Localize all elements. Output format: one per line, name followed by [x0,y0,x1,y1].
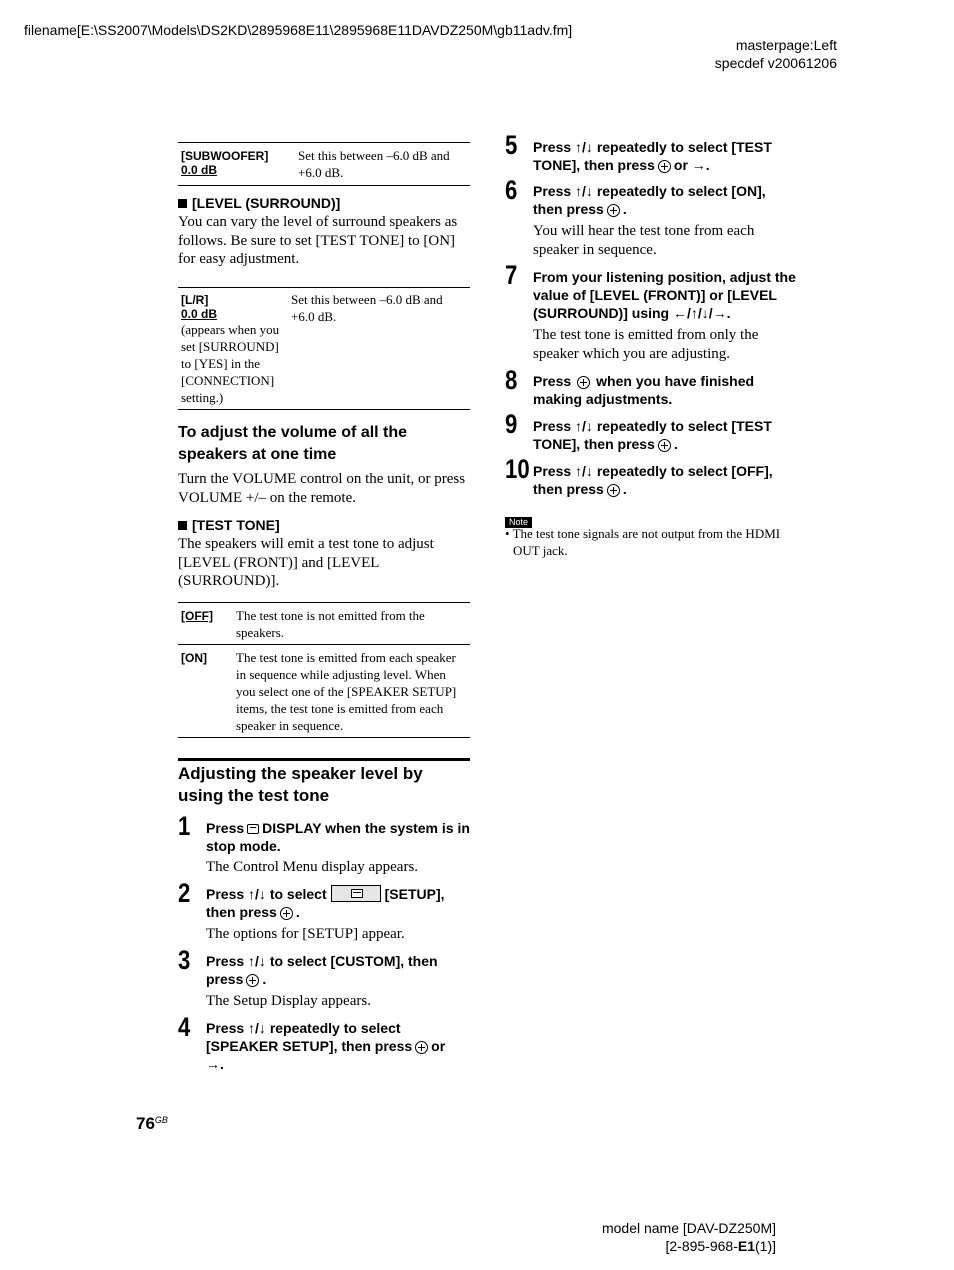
step-6-number: 6 [505,175,518,205]
display-button-icon [247,824,259,834]
step-8-instruction: Press when you have finished making adjustments. [533,373,755,407]
lr-default: 0.0 dB [181,307,218,321]
step-4-instruction: Press ↑/↓ repeatedly to select [SPEAKER SETUP], then press or →. [206,1020,446,1072]
step-7-number: 7 [505,260,518,290]
level-surround-heading: [LEVEL (SURROUND)] [178,194,340,212]
note-badge: Note [505,512,532,530]
enter-button-icon [607,204,620,217]
masterpage-label: masterpage:Left [735,37,837,53]
enter-button-icon [577,376,590,389]
level-surround-text: You can vary the level of surround speakers as follows. Be sure to set [TEST TONE] to [ON] for easy adjustment. [178,214,458,267]
test-tone-on-key: [ON] [181,651,207,665]
page-number: $76^{GB}$ [136,1114,168,1133]
step-2-number: 2 [178,878,191,908]
test-tone-table [178,602,470,738]
step-3-instruction: Press ↑/↓ to select [CUSTOM], then press . [206,953,438,987]
step-9-instruction: Press ↑/↓ repeatedly to select [TEST TONE], then press . [533,418,772,452]
section-rule [178,758,470,761]
step-2-instruction: Press ↑/↓ to select [SETUP], then press . [206,886,445,920]
lr-desc: Set this between –6.0 dB and +6.0 dB. [291,292,443,324]
enter-button-icon [607,484,620,497]
specdef-label: specdef v20061206 [714,55,837,71]
step-6-instruction: Press ↑/↓ repeatedly to select [ON], then press . [533,183,766,217]
footer-code: [2-895-968-E1(1)] [665,1238,776,1254]
test-tone-off-key: [OFF] [181,609,213,623]
step-1-instruction: Press DISPLAY when the system is in stop mode. [206,820,470,854]
step-9-number: 9 [505,409,518,439]
test-tone-on-desc: The test tone is emitted from each speaker in sequence while adjusting level. When you select one of the [SPEAKER SETUP] items, the test tone is emitted from each speaker in sequence. [236,650,457,733]
enter-button-icon [280,907,293,920]
adjust-all-heading: To adjust the volume of all the speakers at one time [178,424,408,463]
square-bullet-icon [178,199,187,208]
test-tone-off-desc: The test tone is not emitted from the speakers. [236,608,425,640]
footer-model: model name [DAV-DZ250M] [601,1220,776,1236]
step-5-instruction: Press ↑/↓ repeatedly to select [TEST TONE], then press or →. [533,139,772,173]
step-8-number: 8 [505,365,518,395]
step-5-number: 5 [505,130,518,160]
step-10-instruction: Press ↑/↓ repeatedly to select [OFF], then press . [533,463,773,497]
subwoofer-key: [SUBWOOFER] [181,149,269,163]
step-2-result: The options for [SETUP] appear. [206,926,405,942]
enter-button-icon [658,160,671,173]
step-1-result: The Control Menu display appears. [206,859,419,875]
test-tone-heading: [TEST TONE] [178,516,280,534]
enter-button-icon [246,974,259,987]
step-1-number: 1 [178,811,191,841]
lr-note: (appears when you set [SURROUND] to [YES] in the [CONNECTION] setting.) [181,322,280,405]
step-4-number: 4 [178,1012,191,1042]
step-6-result: You will hear the test tone from each speaker in sequence. [533,223,755,258]
filename-header: filename[E:\SS2007\Models\DS2KD\2895968E11\2895968E11DAVDZ250M\gb11adv.fm] [24,22,573,38]
step-3-result: The Setup Display appears. [206,993,371,1009]
enter-button-icon [415,1041,428,1054]
table-row [178,644,470,737]
step-10-number: 10 [505,454,530,484]
adjust-all-text: Turn the VOLUME control on the unit, or press VOLUME +/– on the remote. [178,471,466,506]
setup-toolbox-icon [331,885,381,902]
lr-key: [L/R] [181,293,209,307]
table-row [178,603,470,644]
test-tone-text: The speakers will emit a test tone to adjust [LEVEL (FRONT)] and [LEVEL (SURROUND)]. [178,536,434,589]
note-text: • The test tone signals are not output from the HDMI OUT jack. [505,526,781,558]
section-title: Adjusting the speaker level by using the test tone [178,764,423,805]
subwoofer-default: 0.0 dB [181,163,218,177]
square-bullet-icon [178,521,187,530]
enter-button-icon [658,439,671,452]
subwoofer-desc: Set this between –6.0 dB and +6.0 dB. [298,148,450,180]
step-3-number: 3 [178,945,191,975]
subwoofer-table [178,142,470,186]
lr-table [178,287,470,410]
step-7-instruction: From your listening position, adjust the value of [LEVEL (FRONT)] or [LEVEL (SURROUND)] using ←/↑/↓/→. [533,269,796,321]
step-7-result: The test tone is emitted from only the speaker which you are adjusting. [533,327,759,362]
